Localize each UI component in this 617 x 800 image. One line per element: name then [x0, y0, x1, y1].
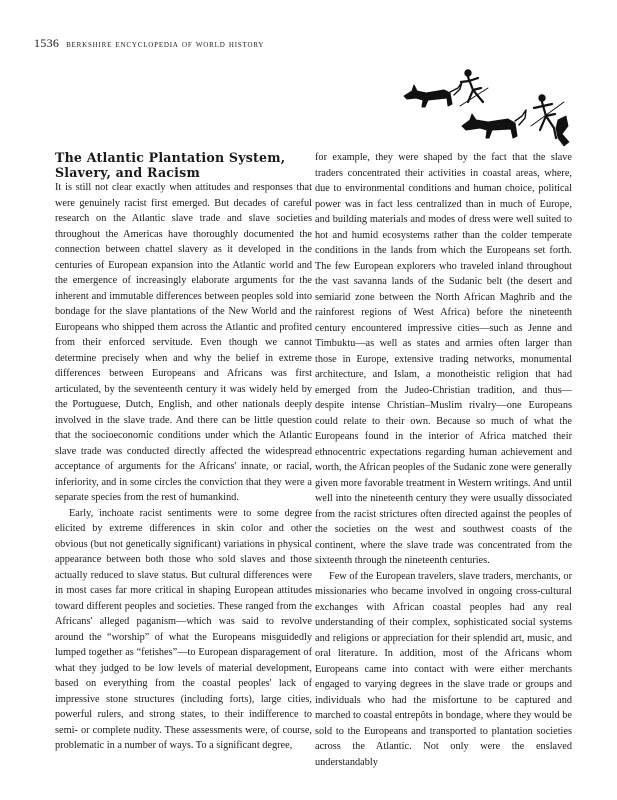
paragraph: It is still not clear exactly when attitudes and responses that were genuinely racist first emerged. But decades of careful research on the Atlantic slave trade and slave societies throughout the Americas have thoroughly documented the connection between chattel slavery as it developed in the centuries of European expansion into the Atlantic world and the emergence of increasingly elaborate arguments for the inherent and immutable differences between peoples sold into bondage for the slave plantations of the New World and the Europeans who shipped them across the Atlantic and profited from their enforced servitude. Even though we cannot determine precisely when and why the belief in extreme differences between Europeans and Africans was first articulated, by the seventeenth century it was widely held by the Portuguese, Dutch, English, and other nationals deeply involved in the slave trade. And there can be little question that the socioeconomic conditions under which the Atlantic slave trade was conducted directly affected the widespread acceptance of arguments for the Africans' innate, or racial, inferiority, and in some circles the conviction that they were a separate species from the rest of humankind. — [55, 182, 312, 503]
left-column — [55, 150, 312, 754]
paragraph: Few of the European travelers, slave traders, merchants, or missionaries who became involved in ongoing cross-cultural exchanges with African coastal peoples had any real understanding of their complex, sophisticated social systems and religions or appreciation for their splendid art, music, and oral literature. In addition, most of the Africans whom Europeans came into contact with were either merchants engaged to varying degrees in the slave trade or groups and individuals who had the misfortune to be captured and marched to coastal entrepôts in bondage, where they would be sold to the Europeans and transported to plantation societies across the Atlantic. Not only were the enslaved understandably — [315, 570, 572, 768]
right-column — [315, 150, 572, 770]
running-title: berkshire encyclopedia of world history — [66, 39, 265, 50]
rock-art-animals-icon — [398, 68, 576, 152]
page-number: 1536 — [34, 36, 60, 50]
section-heading: The Atlantic Plantation System, Slavery, and Racism — [55, 150, 286, 180]
running-head — [34, 36, 264, 51]
paragraph: for example, they were shaped by the fact that the slave traders concentrated their activities in coastal areas, where, due to environmental conditions and human choice, political power was in fact less centralized than in much of Europe, and building materials and modes of dress were well suited to hot and humid ecosystems rather than the colder temperate conditions in the lands from which the Europeans set forth. The few European explorers who traveled inland throughout the vast savanna lands of the Sudanic belt (the desert and semiarid zone between the North African Maghrib and the rainforest regions of West Africa) before the nineteenth century encountered impressive cities—such as Jenne and Timbuktu—as well as states and armies often larger than those in Europe, extensive trading networks, monumental architecture, and Islam, a monotheistic religion that had emerged from the Judeo-Christian tradition, and thus—despite intense Christian–Muslim rivalry—one Europeans could relate to their own. Because so much of what the Europeans found in the interior of Africa matched their ethnocentric expectations regarding human achievement and worth, the African peoples of the Sudanic zone were generally given more favorable treatment in Western writings. And until well into the nineteenth century they were usually dissociated from the racist strictures often directed against the peoples of the societies on the west and southwest coasts of the continent, where the slave trade was concentrated from the sixteenth through the nineteenth centuries. — [315, 152, 572, 566]
paragraph: Early, inchoate racist sentiments were to some degree elicited by extreme differences in skin color and other obvious (but not genetically significant) variations in physical appearance between both those who sold slaves and those actually reduced to slave status. But cultural differences were in most cases far more critical in shaping European attitudes toward different peoples and societies. These ranged from the Africans' alleged paganism—which was said to revolve around the “worship” of what the Europeans misguidedly lumped together as “fetishes”—to European disparagement of what they judged to be low levels of material development, based on everything from the coastal peoples' lack of impressive stone structures (including forts), large cities, powerful rulers, and strong states, to their indifference to semi- or complete nudity. These assessments were, of course, problematic in a number of ways. To a significant degree, — [55, 507, 312, 751]
